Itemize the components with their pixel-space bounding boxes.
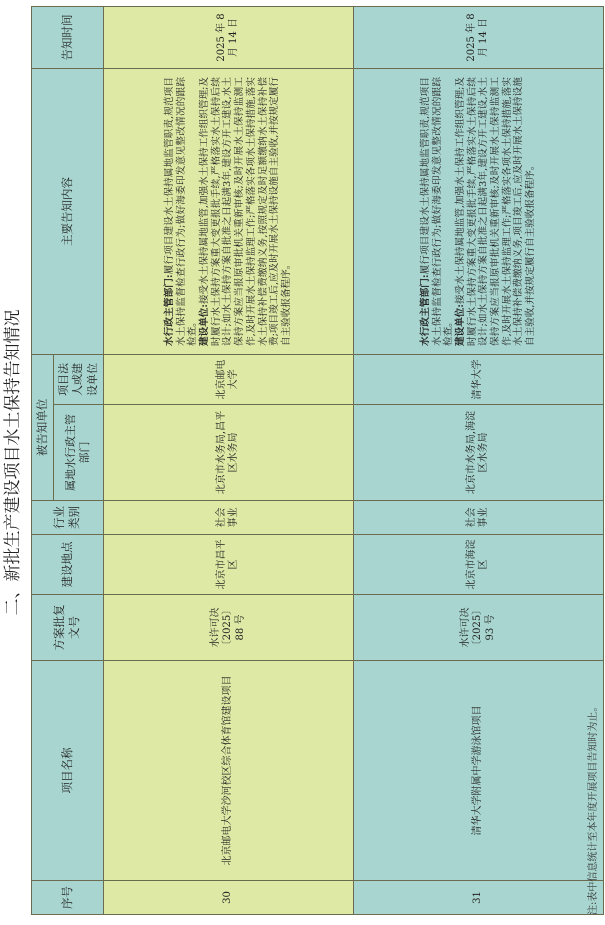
header-notified-units: 被告知单位 — [32, 355, 54, 501]
cell-content — [353, 69, 603, 355]
cell-time: 2025 年 8 月 14 日 — [353, 7, 603, 69]
content-label: 建设单位: — [199, 304, 211, 346]
header-row — [32, 7, 54, 915]
cell-dept: 北京市水务局,昌平区水务局 — [103, 405, 353, 501]
header-dept: 属地水行政主管部门 — [53, 405, 103, 501]
content-para-authority — [164, 77, 199, 346]
cell-dept: 北京市水务局,海淀区水务局 — [353, 405, 603, 501]
content-text: 履行项目建设水土保持属地监管职责,规范项目水土保持监督检查行政行为;做好海委印发意见整改情况的跟踪检查。 — [163, 77, 199, 346]
header-location: 建设地点 — [32, 535, 104, 595]
page-title: 二、新批生产建设项目水土保持告知情况 — [3, 309, 23, 616]
content-para-authority — [420, 77, 455, 346]
cell-owner: 北京邮电大学 — [103, 355, 353, 405]
cell-no: 30 — [103, 881, 353, 915]
content-para-owner — [455, 77, 537, 346]
header-content: 主要告知内容 — [32, 69, 104, 355]
table-row — [103, 7, 353, 915]
content-para-owner — [199, 77, 293, 346]
cell-project-name: 北京邮电大学沙河校区综合体育馆建设项目 — [103, 661, 353, 881]
header-no: 序号 — [32, 881, 104, 915]
cell-approval-no: 水许可决〔2025〕93 号 — [353, 595, 603, 661]
content-text: 接受水土保持属地监管,加强水土保持工作组织管理;及时履行水土保持方案重大变更报批手续,严格落实水土保持后续设计;如水土保持方案自批准之日起满3年,建设方开工建设,水土保持方案应当报原审批机关重新审核;及时开展水土保持监测工作,及时开展水土保持监理工作;严格落实各项水土保持措施,落实水土保持补偿费缴纳义务,按照规定及时足额缴纳水土保持补偿费;项目竣工后,应及时开展水土保持设施自主验收,并按规定履行自主验收报备程序。 — [199, 77, 292, 346]
notification-table — [31, 6, 604, 915]
header-time: 告知时间 — [32, 7, 104, 69]
content-text: 接受水土保持属地监管,加强水土保持工作组织管理;及时履行水土保持方案重大变更报批手续,严格落实水土保持后续设计;如水土保持方案自批准之日起满3年,建设方开工建设,水土保持方案应当报原审批机关重新审核;及时开展水土保持监测工作,及时开展水土保持监理工作;严格落实各项水土保持措施,落实水土保持补偿费缴纳义务,项目竣工后,应及时开展水土保持设施自主验收,并按规定履行自主验收报备程序。 — [454, 77, 537, 346]
table-row — [353, 7, 603, 915]
cell-content — [103, 69, 353, 355]
cell-industry: 社会事业 — [103, 501, 353, 535]
cell-project-name: 清华大学附属中学游泳馆项目 — [353, 661, 603, 881]
cell-location: 北京市海淀区 — [353, 535, 603, 595]
cell-time: 2025 年 8 月 14 日 — [103, 7, 353, 69]
content-label: 水行政主管部门: — [419, 274, 431, 346]
cell-no: 31 — [353, 881, 603, 915]
header-name: 项目名称 — [32, 661, 104, 881]
footnote: 注:表中信息统计至本年度开展项目告知时为止。 — [588, 701, 599, 915]
content-label: 建设单位: — [454, 304, 466, 346]
content-text: 履行项目建设水土保持属地监管职责,规范项目水土保持监督检查行政行为;做好海委印发意见整改情况的跟踪检查。 — [419, 77, 455, 346]
cell-approval-no: 水许可决〔2025〕88 号 — [103, 595, 353, 661]
content-label: 水行政主管部门: — [163, 274, 175, 346]
cell-industry: 社会事业 — [353, 501, 603, 535]
header-owner: 项目法人或建设单位 — [53, 355, 103, 405]
header-approval-no: 方案批复文号 — [32, 595, 104, 661]
header-industry: 行业类别 — [32, 501, 104, 535]
cell-location: 北京市昌平区 — [103, 535, 353, 595]
cell-owner: 清华大学 — [353, 355, 603, 405]
